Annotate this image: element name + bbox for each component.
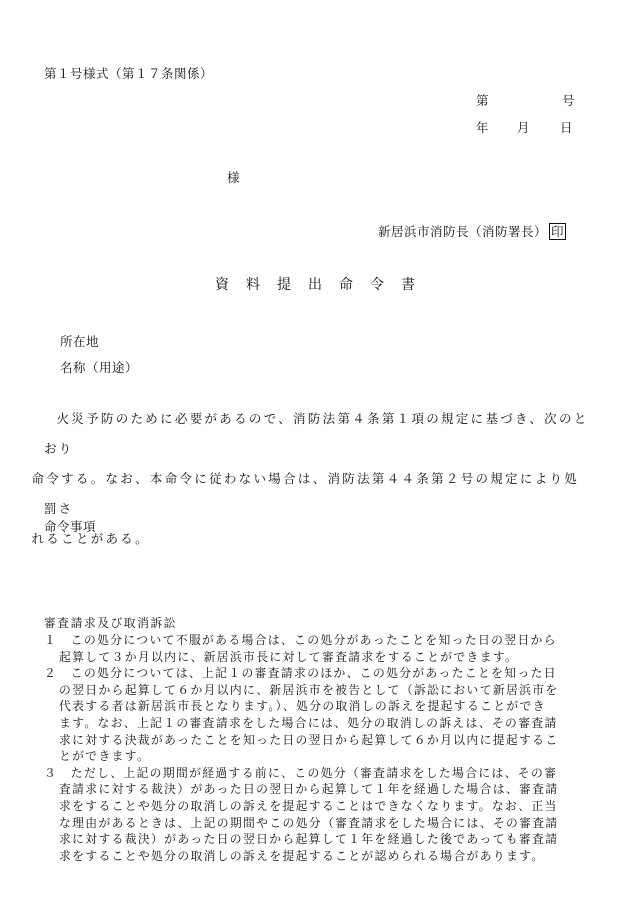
order-heading: 命令事項: [44, 519, 97, 534]
notice-line: 代表する者は新居浜市長となります。）、処分の取消しの訴えを提起することができ: [59, 699, 546, 714]
notice-heading: 審査請求及び取消訴訟: [44, 616, 177, 630]
location-label: 所在地: [60, 334, 100, 349]
notice-line: とができます。: [59, 749, 151, 764]
body-line: 命令する。なお、本命令に従わない場合は、消防法第４４条第２号の規定により処罰さ: [31, 471, 580, 516]
issuer-name: 新居浜市消防長（消防署長）: [378, 224, 548, 239]
notice-line: な理由があるときは、上記の期間やこの処分（審査請求をした場合には、その審査請: [59, 815, 559, 830]
notice-line: この処分については、上記１の審査請求のほか、この処分があったことを知った日: [70, 666, 557, 681]
number-suffix: 号: [562, 93, 576, 108]
document-title: 資料提出命令書: [215, 277, 432, 293]
name-label: 名称（用途）: [60, 360, 139, 375]
notice-line: 起算して３か月以内に、新居浜市長に対して審査請求をすることができます。: [59, 649, 519, 664]
notice-line: この処分について不服がある場合は、この処分があったことを知った日の翌日から: [70, 633, 557, 647]
notice-line: ただし、上記の期間が経過する前に、この処分（審査請求をした場合には、その審: [70, 765, 558, 780]
notice-item: [44, 632, 592, 665]
date-month: 月: [517, 120, 531, 135]
date-day: 日: [560, 120, 574, 135]
seal-mark: 印: [551, 224, 565, 239]
notice-item: [44, 765, 592, 865]
notice-item-number: ２: [44, 666, 58, 681]
notice-line: の翌日から起算して６か月以内に、新居浜市を被告として（訴訟において新居浜市を: [59, 682, 559, 697]
notice-item-number: ３: [44, 765, 58, 780]
notice-item: [44, 665, 592, 765]
notice-line: 査請求に対する裁決）があった日の翌日から起算して１年を経過した場合は、審査請: [59, 782, 559, 797]
addressee-suffix: 様: [227, 170, 241, 185]
notice-line: ます。なお、上記１の審査請求をした場合には、処分の取消しの訴えは、その審査請: [59, 715, 558, 730]
date-year: 年: [476, 120, 490, 135]
body-line: れることがある。: [31, 531, 150, 546]
notice-line: 求をすることや処分の取消しの訴えを提起することはできなくなります。なお、正当: [59, 798, 558, 813]
notice-item-number: １: [44, 633, 58, 647]
form-label: 第１号様式（第１７条関係）: [44, 66, 214, 81]
notice-line: 求に対する裁決）があった日の翌日から起算して１年を経過した後であっても審査請: [59, 832, 559, 847]
body-line: 火災予防のために必要があるので、消防法第４条第１項の規定に基づき、次のとおり: [44, 411, 589, 456]
issuer-line: [378, 222, 566, 240]
notice-section: [44, 614, 592, 864]
number-prefix: 第: [476, 93, 490, 108]
notice-line: 求に対する決裁があったことを知った日の翌日から起算して６か月以内に提起するこ: [59, 732, 559, 747]
notice-line: 求をすることや処分の取消しの訴えを提起することが認められる場合があります。: [59, 848, 545, 863]
body-paragraph: [31, 404, 589, 554]
